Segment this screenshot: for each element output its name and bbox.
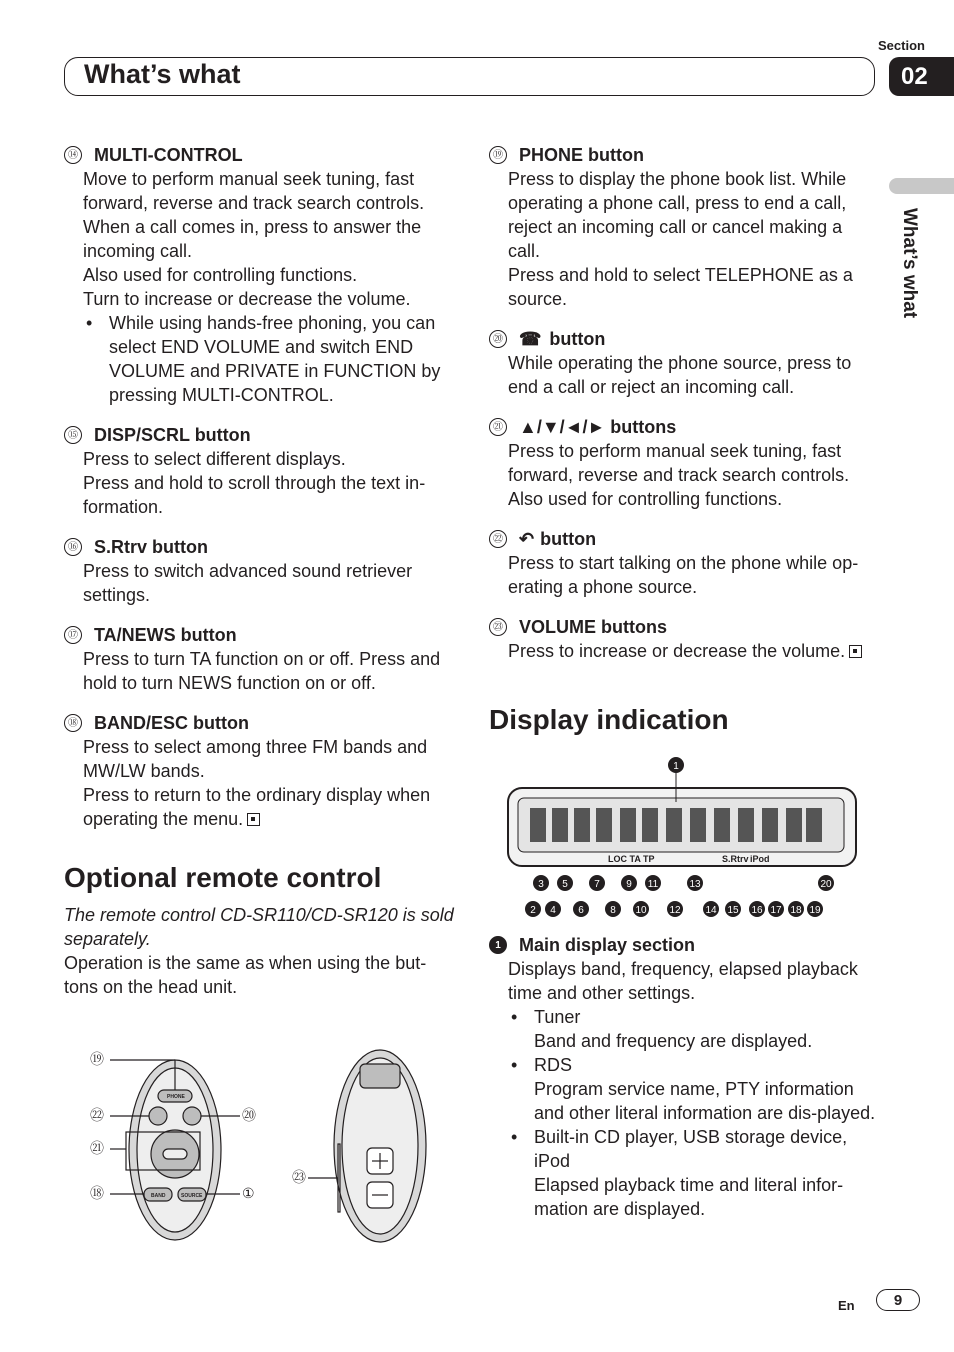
entry-srtrv <box>64 535 459 607</box>
bullet-text: Band and frequency are displayed. <box>534 1031 813 1051</box>
side-tab-label: What’s what <box>899 208 920 319</box>
callout-number: ⑳ <box>489 330 507 348</box>
entry-line: Press to display the phone book list. While operating a phone call, press to end a call, reject an incoming call or cancel making a call. <box>508 169 847 261</box>
side-tab-bar <box>889 178 954 194</box>
right-column <box>489 143 879 745</box>
callout-21: ㉑ <box>90 1140 104 1156</box>
callout-r1: 11 <box>647 879 659 890</box>
callout-19: ⑲ <box>90 1051 104 1067</box>
callout-number: ㉒ <box>489 530 507 548</box>
display-illustration <box>500 752 870 924</box>
indicator-srtrv: S.Rtrv <box>722 854 749 864</box>
phone-hangup-icon: ☎ <box>519 329 542 349</box>
entry-volume <box>489 615 879 663</box>
callout-r2: 12 <box>669 905 681 916</box>
entry-line: Press to increase or decrease the volume. <box>508 641 846 661</box>
callout-r2: 18 <box>790 905 802 916</box>
callout-r2: 4 <box>550 905 556 916</box>
callout-number: ⑯ <box>64 538 82 556</box>
callout-18: ⑱ <box>90 1185 104 1201</box>
entry-line: Press to start talking on the phone while op-erating a phone source. <box>508 553 859 597</box>
callout-r2: 2 <box>530 905 536 916</box>
page-number: 9 <box>876 1289 920 1311</box>
entry-title: S.Rtrv button <box>94 537 208 557</box>
callout-number: ⑱ <box>64 714 82 732</box>
display-entry <box>489 933 879 1221</box>
callout-r2: 14 <box>705 905 717 916</box>
callout-r2: 15 <box>727 905 739 916</box>
callout-number: ⑭ <box>64 146 82 164</box>
entry-line: Press to switch advanced sound retriever settings. <box>83 561 413 605</box>
end-mark-icon <box>247 813 260 826</box>
callout-r2: 6 <box>578 905 584 916</box>
entry-line: Press to select among three FM bands and MW/LW bands. <box>83 737 428 781</box>
bullet-label: • Tuner <box>489 1005 879 1029</box>
entry-line: While operating the phone source, press to end a call or reject an incoming call. <box>508 353 852 397</box>
entry-line-wrap <box>64 783 459 831</box>
remote-control-illustration <box>80 1040 440 1250</box>
remote-note: The remote control CD-SR110/CD-SR120 is sold separately. <box>64 905 454 949</box>
entry-multi-control <box>64 143 459 407</box>
remote-text: Operation is the same as when using the but-tons on the head unit. <box>64 953 427 997</box>
callout-r2: 19 <box>809 905 821 916</box>
bullet-text: Program service name, PTY information and other literal information are dis-played. <box>534 1079 876 1123</box>
callout-23: ㉓ <box>292 1169 306 1185</box>
bullet-text: Elapsed playback time and literal infor-mation are displayed. <box>534 1175 844 1219</box>
callout-22: ㉒ <box>90 1107 104 1123</box>
end-mark-icon <box>849 645 862 658</box>
entry-line: Press and hold to select TELEPHONE as a source. <box>508 265 853 309</box>
entry-ta-news <box>64 623 459 695</box>
entry-line: Move to perform manual seek tuning, fast forward, reverse and track search controls. <box>83 169 425 213</box>
section-label: Section <box>878 38 925 53</box>
callout-r1: 9 <box>626 879 632 890</box>
callout-number: ⑰ <box>64 626 82 644</box>
remote-phone-label: PHONE <box>167 1094 185 1100</box>
entry-title: DISP/SCRL button <box>94 425 251 445</box>
callout-r1: 7 <box>594 879 600 890</box>
entry-title: TA/NEWS button <box>94 625 237 645</box>
callout-number: ㉑ <box>489 418 507 436</box>
callout-number: ⑲ <box>489 146 507 164</box>
callout-r1: 13 <box>689 879 701 890</box>
entry-hangup <box>489 327 879 399</box>
entry-title: BAND/ESC button <box>94 713 249 733</box>
section-heading: Display indication <box>489 704 729 735</box>
entry-line-wrap <box>489 639 879 663</box>
entry-disp-scrl <box>64 423 459 519</box>
callout-1: ① <box>242 1185 255 1201</box>
entry-title: MULTI-CONTROL <box>94 145 243 165</box>
left-column <box>64 143 459 999</box>
callout-r1: 3 <box>538 879 544 890</box>
callout-number: ㉓ <box>489 618 507 636</box>
section-heading: Optional remote control <box>64 862 382 893</box>
entry-line: Press to return to the ordinary display when operating the menu. <box>83 785 431 829</box>
entry-title: Main display section <box>519 935 696 955</box>
callout-20: ⑳ <box>242 1107 256 1123</box>
indicator-loc-ta-tp: LOC TA TP <box>608 854 655 864</box>
phone-talk-icon: ↶ <box>519 529 535 549</box>
entry-title: ▲/▼/◄/► buttons <box>519 417 677 437</box>
callout-r2: 16 <box>751 905 763 916</box>
entry-arrows <box>489 415 879 511</box>
entry-band-esc <box>64 711 459 831</box>
callout-r2: 17 <box>770 905 782 916</box>
entry-line: Press to select different displays. <box>83 449 346 469</box>
bullet-label: • RDS <box>489 1053 879 1077</box>
section-number: 02 <box>889 57 954 96</box>
callout-top: 1 <box>673 761 679 772</box>
callout-r1: 20 <box>820 879 832 890</box>
entry-line: Also used for controlling functions. <box>83 265 358 285</box>
entry-title: VOLUME buttons <box>519 617 667 637</box>
callout-number: 1 <box>489 936 507 954</box>
callout-r2: 10 <box>635 905 647 916</box>
entry-line: Press and hold to scroll through the text in-formation. <box>83 473 426 517</box>
entry-line: Press to turn TA function on or off. Press and hold to turn NEWS function on or off. <box>83 649 441 693</box>
page-title: What’s what <box>84 59 241 89</box>
entry-talk <box>489 527 879 599</box>
entry-title: button <box>549 329 606 349</box>
entry-line: Press to perform manual seek tuning, fast forward, reverse and track search controls. Also used for controlling functions. <box>508 441 850 509</box>
entry-title: button <box>540 529 597 549</box>
page-language: En <box>838 1298 855 1313</box>
entry-line: When a call comes in, press to answer the incoming call. <box>83 217 422 261</box>
callout-r1: 5 <box>562 879 568 890</box>
entry-title: PHONE button <box>519 145 644 165</box>
remote-source-label: SOURCE <box>181 1193 203 1199</box>
remote-band-label: BAND <box>151 1193 166 1199</box>
indicator-ipod: iPod <box>750 854 770 864</box>
callout-number: ⑮ <box>64 426 82 444</box>
entry-phone <box>489 143 879 311</box>
bullet-text: • While using hands-free phoning, you can select END VOLUME and switch END VOLUME and PRIVATE in FUNCTION by pressing MULTI-CONTROL. <box>64 311 459 407</box>
callout-r2: 8 <box>610 905 616 916</box>
bullet-label: • Built-in CD player, USB storage device, iPod <box>489 1125 879 1173</box>
entry-line: Displays band, frequency, elapsed playback time and other settings. <box>508 959 858 1003</box>
entry-line: Turn to increase or decrease the volume. <box>83 289 411 309</box>
